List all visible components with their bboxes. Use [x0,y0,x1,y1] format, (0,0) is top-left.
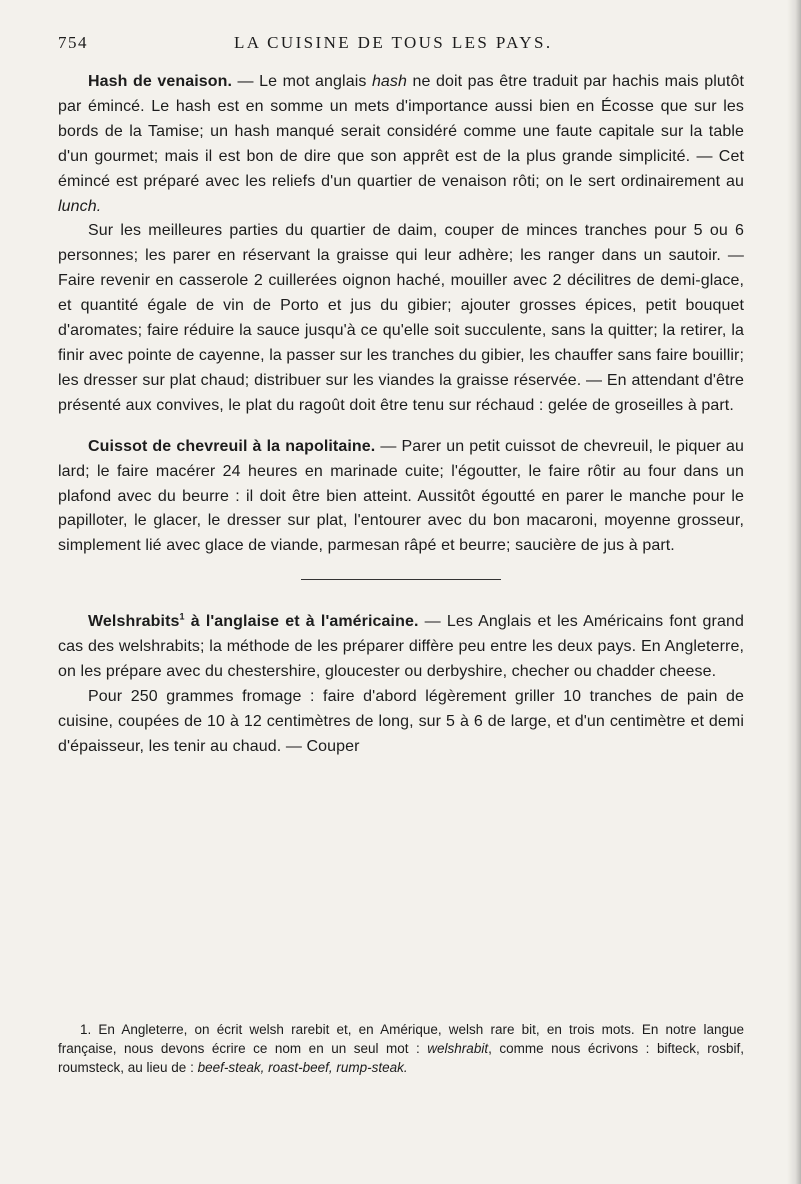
body-text [58,70,744,760]
page-edge-shadow [787,0,801,1184]
paragraph-cuissot: Cuissot de chevreuil à la napolitaine. — Parer un petit cuissot de chevreuil, le piquer au lard; le faire macérer 24 heures en marinade cuite; l'égoutter, le faire rôtir au four dans un plafond avec du beurre : il doit être bien atteint. Aussitôt égoutté en parer le manche pour le papilloter, le glacer, le dresser sur plat, l'entourer avec du bon macaroni, moyenne grosseur, simplement lié avec glace de viande, parmesan râpé et beurre; saucière de jus à part. [58,437,744,555]
page-number: 754 [58,33,88,52]
paragraph-welsh-intro: Welshrabits$^1$ à l'anglaise et à l'américaine. — Les Anglais et les Américains font grand cas des welshrabits; la méthode de les préparer diffère peu entre les deux pays. En Angleterre, on les prépare avec du chestershire, gloucester ou derbyshire, checher ou chadder cheese. [58,611,744,681]
running-header [58,33,748,57]
recipe-title-welsh: Welshrabits$^1$ à l'anglaise et à l'américaine. [88,611,419,631]
section-divider [301,579,501,580]
paragraph-welsh-method: Pour 250 grammes fromage : faire d'abord légèrement griller 10 tranches de pain de cuisine, coupées de 10 à 12 centimètres de long, sur 5 à 6 de large, et d'un centimètre et demi d'épaisseur, les tenir au chaud. — Couper [58,687,744,755]
recipe-title-hash: Hash de venaison. [88,73,233,90]
footnote-marker: 1 [179,611,185,622]
paragraph-hash-intro: Hash de venaison. — Le mot anglais hash ne doit pas être traduit par hachis mais plutôt par émincé. Le hash est en somme un mets d'importance aussi bien en Écosse que sur les bords de la Tamise; un hash manqué serait considéré comme une faute capitale sur la table d'un gourmet; mais il est bon de dire que son apprêt est de la plus grande simplicité. — Cet émincé est préparé avec les reliefs d'un quartier de venaison rôti; on le sert ordinairement au lunch. [58,73,744,215]
running-title: LA CUISINE DE TOUS LES PAYS. [234,33,553,52]
paragraph-hash-method: Sur les meilleures parties du quartier de daim, couper de minces tranches pour 5 ou 6 personnes; les parer en réservant la graisse qui leur adhère; les ranger dans un sautoir. — Faire revenir en casserole 2 cuillerées oignon haché, mouiller avec 2 décilitres de demi-glace, et quantité égale de vin de Porto et jus du gibier; ajouter grosses épices, petit bouquet d'aromates; faire réduire la sauce jusqu'à ce qu'elle soit succulente, sans la quitter; la retirer, la finir avec pointe de cayenne, la passer sur les tranches du gibier, les chauffer sans faire bouillir; les dresser sur plat chaud; distribuer sur les viandes la graisse réservée. — En attendant d'être présenté aux convives, le plat du ragoût doit être tenu sur réchaud : gelée de groseilles à part. [58,222,744,414]
recipe-title-cuissot: Cuissot de chevreuil à la napolitaine. [88,437,376,455]
footnote: 1. En Angleterre, on écrit welsh rarebit et, en Amérique, welsh rare bit, en trois mots. En notre langue française, nous devons écrire ce nom en un seul mot : welshrabit, comme nous écrivons : bifteck, rosbif, roumsteck, au lieu de : beef-steak, roast-beef, rump-steak. [58,1022,744,1076]
